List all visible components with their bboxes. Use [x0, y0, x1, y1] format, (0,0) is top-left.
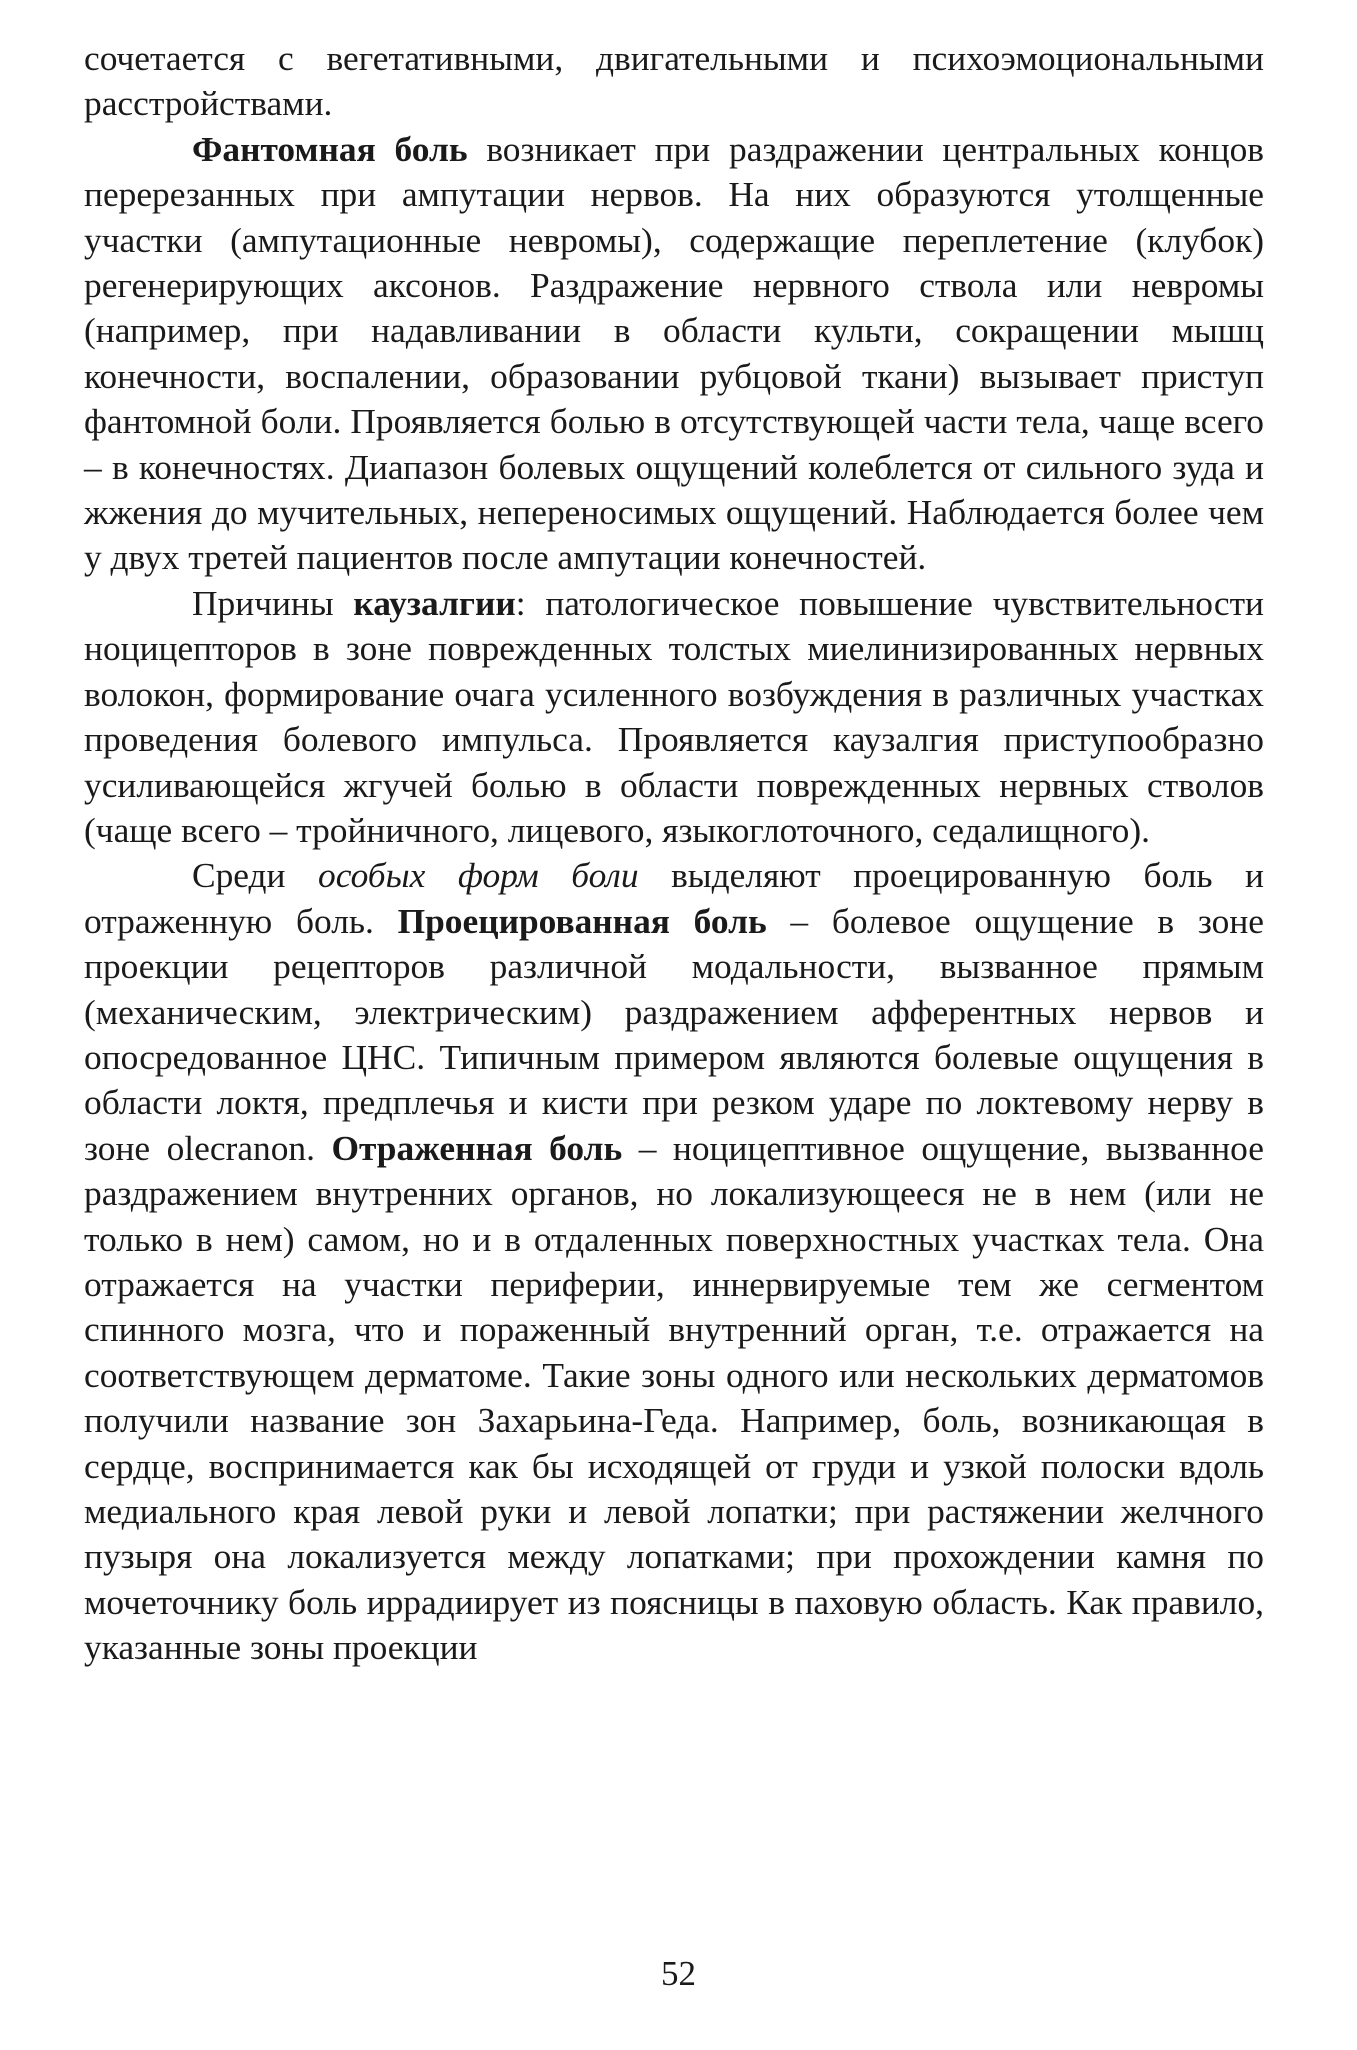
paragraph-text: возникает при раздражении центральных концов перерезанных при ампутации нервов. На них образуются утолщенные участки (ампутационные невромы), содержащие переплетение (клубок) регенерирующих аксонов. Раздражение нервного ствола или невромы (например, при надавливании в области культи, сокращении мышц конечности, воспалении, образовании рубцовой ткани) вызывает приступ фантомной боли. Проявляется болью в отсутствующей части тела, чаще всего – в конечностях. Диапазон болевых ощущений колеблется от сильного зуда и жжения до мучительных, непереносимых ощущений. Наблюдается более чем у двух третей пациентов после ампутации конечностей. — [84, 128, 1264, 578]
term-referred-pain: Отраженная боль — [331, 1127, 623, 1168]
paragraph-text: сочетается с вегетативными, двигательными и психоэмоциональными расстройствами. — [84, 38, 1264, 124]
paragraph-text: : патологическое повышение чувствительности ноцицепторов в зоне поврежденных толстых миелинизированных нервных волокон, формирование очага усиленного возбуждения в различных участках проведения болевого импульса. Проявляется каузалгия приступообразно усиливающейся жгучей болью в области поврежденных нервных стволов (чаще всего – тройничного, лицевого, языкоглоточного, седалищного). — [84, 582, 1265, 850]
paragraph-lead: Среди — [192, 855, 319, 896]
term-special-forms: особых форм боли — [318, 855, 639, 896]
paragraph-text: – ноцицептивное ощущение, вызванное раздражением внутренних органов, но локализующееся не в нем (или не только в нем) самом, но и в отдаленных поверхностных участках тела. Она отражается на участки периферии, иннервируемые тем же сегментом спинного мозга, что и пораженный внутренний орган, т.е. отражается на соответствующем дерматоме. Такие зоны одного или нескольких дерматомов получили название зон Захарьина-Геда. Например, боль, возникающая в сердце, воспринимается как бы исходящей от груди и узкой полоски вдоль медиального края левой руки и левой лопатки; при растяжении желчного пузыря она локализуется между лопатками; при прохождении камня по мочеточнику боль иррадиирует из поясницы в паховую область. Как правило, указанные зоны проекции — [84, 1127, 1265, 1668]
page-number: 52 — [661, 1954, 696, 1993]
paragraph-continuation — [84, 36, 1264, 127]
term-projected-pain: Проецированная боль — [397, 900, 767, 941]
paragraph-special-forms — [84, 853, 1264, 1670]
paragraph-lead: Причины — [192, 582, 354, 623]
paragraph-causalgia — [84, 581, 1264, 853]
term-phantom-pain: Фантомная боль — [192, 128, 468, 169]
paragraph-text: – болевое ощущение в зоне проекции рецепторов различной модальности, вызванное прямым (механическим, электрическим) раздражением афферентных нервов и опосредованное ЦНС. Типичным примером являются болевые ощущения в области локтя, предплечья и кисти при резком ударе по локтевому нерву в зоне olecranon. — [84, 900, 1264, 1168]
term-causalgia: каузалгии — [353, 582, 516, 623]
paragraph-phantom-pain — [84, 127, 1264, 581]
page-text-block — [84, 36, 1264, 1671]
paragraph-text: выделяют проецированную боль и отраженную боль. — [84, 855, 1264, 941]
